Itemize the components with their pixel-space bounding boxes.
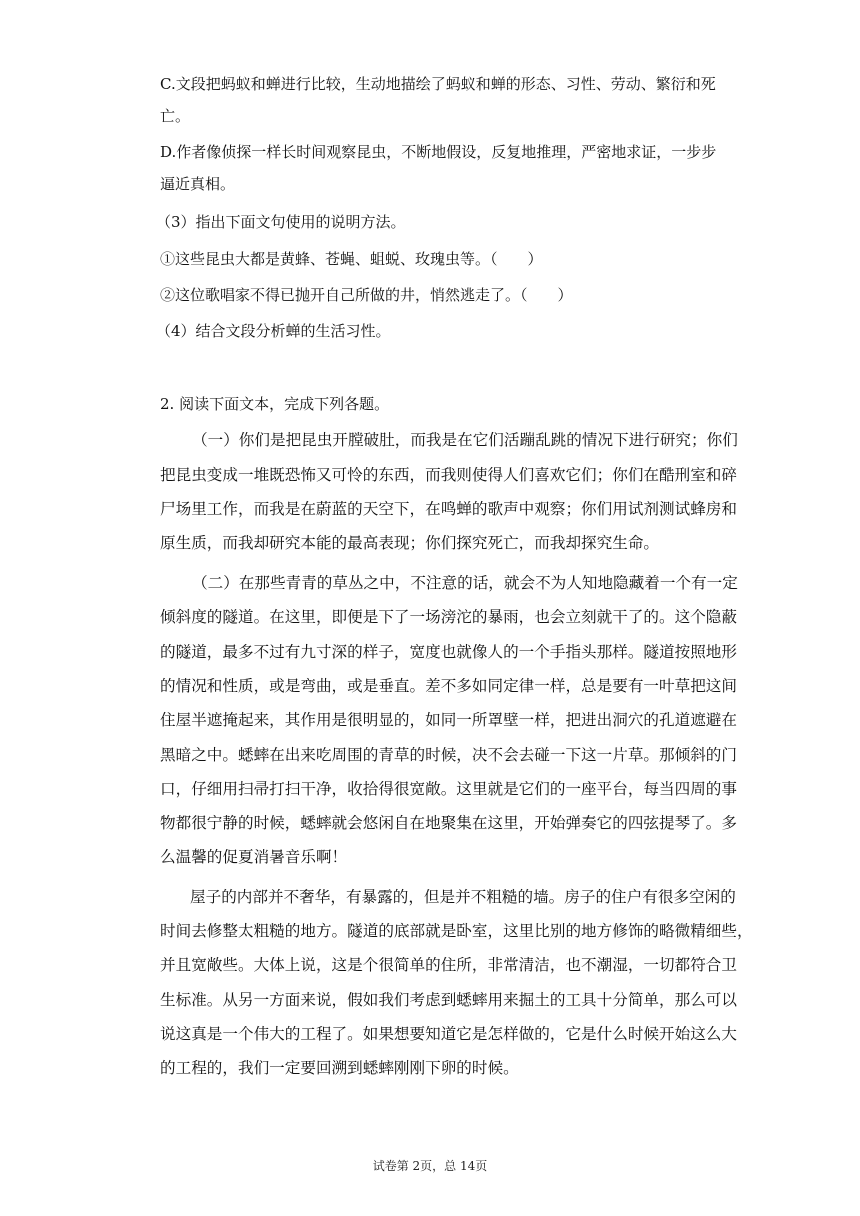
- passage-2-line: 黑暗之中。蟋蟀在出来吃周围的青草的时候，决不会去碰一下这一片草。那倾斜的门: [160, 746, 737, 764]
- passage-3-line: 生标准。从另一方面来说，假如我们考虑到蟋蟀用来掘土的工具十分简单，那么可以: [160, 991, 737, 1009]
- page-footer: 试卷第 2页，总 14页: [372, 1159, 488, 1173]
- passage-2-line: （二）在那些青青的草丛之中，不注意的话，就会不为人知地隐藏着一个有一定: [192, 574, 738, 592]
- passage-2-line: 么温馨的促夏消暑音乐啊！: [160, 848, 348, 866]
- passage-1-line: （一）你们是把昆虫开膛破肚，而我是在它们活蹦乱跳的情况下进行研究；你们: [192, 431, 738, 449]
- passage-1-line: 原生质，而我却研究本能的最高表现；你们探究死亡，而我却探究生命。: [160, 534, 660, 552]
- passage-2-line: 倾斜度的隧道。在这里，即便是下了一场滂沱的暴雨，也会立刻就干了的。这个隐蔽: [160, 608, 737, 626]
- sub-question-3-item-2: ②这位歌唱家不得已抛开自己所做的井，悄然逃走了。（ ）: [160, 286, 573, 304]
- option-c-line2: 亡。: [160, 107, 191, 125]
- sub-question-3-item-1: ①这些昆虫大都是黄蜂、苍蝇、蛆蜕、玫瑰虫等。（ ）: [160, 250, 543, 268]
- passage-2-line: 口，仔细用扫帚打扫干净，收拾得很宽敞。这里就是它们的一座平台，每当四周的事: [160, 780, 737, 798]
- question-2-heading: 2. 阅读下面文本，完成下列各题。: [160, 395, 390, 413]
- passage-3-line: 屋子的内部并不奢华，有暴露的，但是并不粗糙的墙。房子的住户有很多空闲的: [190, 888, 736, 906]
- passage-1-line: 尸场里工作，而我是在蔚蓝的天空下，在鸣蝉的歌声中观察；你们用试剂测试蜂房和: [160, 500, 737, 518]
- passage-3-line: 并且宽敞些。大体上说，这是个很简单的住所，非常清洁，也不潮湿，一切都符合卫: [160, 956, 737, 974]
- passage-3-line: 时间去修整太粗糙的地方。隧道的底部就是卧室，这里比别的地方修饰的略微精细些，: [160, 922, 753, 940]
- passage-1-line: 把昆虫变成一堆既恐怖又可怜的东西，而我则使得人们喜欢它们；你们在酷刑室和碎: [160, 466, 737, 484]
- passage-2-line: 的隧道，最多不过有九寸深的样子，宽度也就像人的一个手指头那样。隧道按照地形: [160, 643, 737, 661]
- sub-question-3: （3）指出下面文句使用的说明方法。: [156, 213, 406, 231]
- option-d-line2: 逼近真相。: [160, 175, 236, 193]
- option-d-line1: D.作者像侦探一样长时间观察昆虫，不断地假设，反复地推理，严密地求证，一步步: [160, 143, 717, 161]
- option-c-line1: C.文段把蚂蚁和蝉进行比较，生动地描绘了蚂蚁和蝉的形态、习性、劳动、繁衍和死: [160, 75, 716, 93]
- passage-2-line: 物都很宁静的时候，蟋蟀就会悠闲自在地聚集在这里，开始弹奏它的四弦提琴了。多: [160, 814, 737, 832]
- passage-3-line: 的工程的，我们一定要回溯到蟋蟀刚刚下卵的时候。: [160, 1059, 519, 1077]
- sub-question-4: （4）结合文段分析蝉的生活习性。: [156, 322, 391, 340]
- passage-2-line: 的情况和性质，或是弯曲，或是垂直。差不多如同定律一样，总是要有一叶草把这间: [160, 677, 737, 695]
- passage-2-line: 住屋半遮掩起来，其作用是很明显的，如同一所罩壁一样，把进出洞穴的孔道遮避在: [160, 711, 737, 729]
- passage-3-line: 说这真是一个伟大的工程了。如果想要知道它是怎样做的，它是什么时候开始这么大: [160, 1025, 737, 1043]
